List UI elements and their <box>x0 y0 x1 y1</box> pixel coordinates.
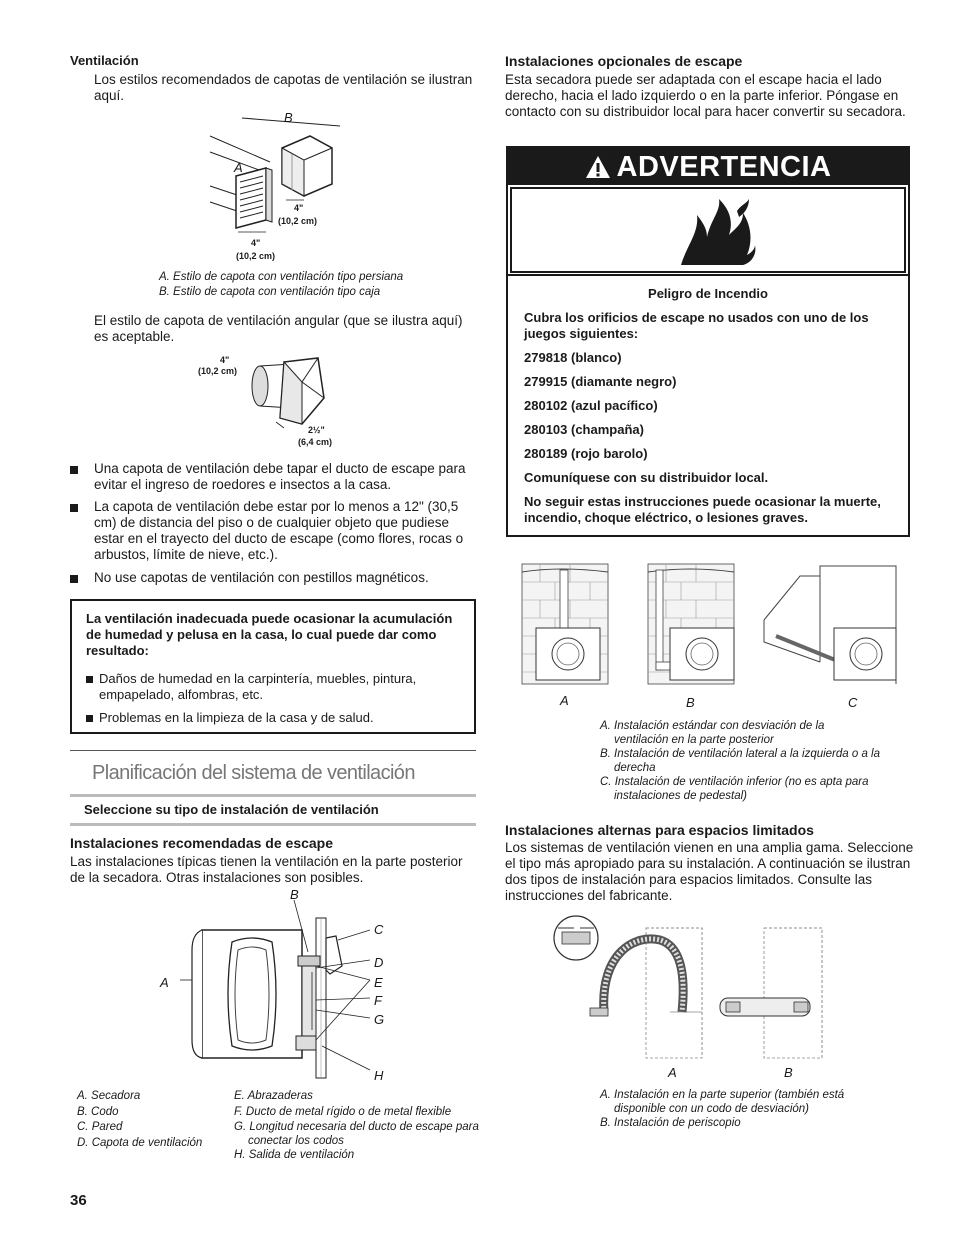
angular-hood-drawing <box>240 352 340 437</box>
fig5-caption: A. Instalación en la parte superior (también está disponible con un codo de desviación) <box>600 1089 845 1115</box>
fig4-caption: C. Instalación de ventilación inferior (no es apta para instalaciones de pedestal) <box>600 776 869 802</box>
install-a <box>522 564 608 684</box>
fig1-dim2-in: 4" <box>251 238 261 248</box>
install-top <box>554 916 702 1058</box>
alt-text: Los sistemas de ventilación vienen en una amplia gama. Seleccione el tipo más apropiado para su instalación. A continuación se ilustran dos tipos de instalación para espacios limitados. Consulte las instrucciones del fabricante. <box>505 840 914 903</box>
list-item <box>70 461 480 493</box>
warning-header <box>508 148 908 185</box>
warning-line: 279915 (diamante negro) <box>524 374 677 389</box>
fig3-label-c: C <box>374 922 384 937</box>
section-rule-bottom <box>70 823 476 826</box>
note-item: Problemas en la limpieza de la casa y de salud. <box>99 710 374 725</box>
bullet-square-icon <box>86 715 93 722</box>
warning-line: 280189 (rojo barolo) <box>524 446 648 461</box>
warning-line: No seguir estas instrucciones puede ocasionar la muerte, incendio, choque eléctrico, o lesiones graves. <box>524 494 881 525</box>
fig4-label-a: A <box>560 693 569 708</box>
page-number: 36 <box>70 1192 87 1209</box>
bullet-text: La capota de ventilación debe estar por lo menos a 12" (30,5 cm) de distancia del piso o de cualquier objeto que pudiese estar en el trayecto del ducto de escape (como flores, rocas o arbustos, límite de nieve, etc.). <box>94 499 464 562</box>
bullet-square-icon <box>86 676 93 683</box>
ventilacion-text: Los estilos recomendados de capotas de ventilación se ilustran aquí. <box>94 72 473 103</box>
list-item <box>86 710 460 726</box>
fig3-label-a: A <box>160 975 169 990</box>
install-b <box>648 564 734 684</box>
bullet-text: Una capota de ventilación debe tapar el ducto de escape para evitar el ingreso de roedores e insectos a la casa. <box>94 461 466 492</box>
fig3-caption: B. Codo <box>77 1106 119 1118</box>
fig4-label-c: C <box>848 695 858 710</box>
ventilacion-heading: Ventilación <box>70 53 139 68</box>
fig1-dim1-cm: (10,2 cm) <box>278 216 318 226</box>
warning-body <box>508 274 908 544</box>
list-item <box>70 570 480 586</box>
install-periscope <box>720 928 822 1058</box>
limited-space-figure <box>550 912 880 1062</box>
fig3-label-d: D <box>374 955 384 970</box>
fire-symbol-panel <box>510 187 906 273</box>
fig2-dim1-cm: (10,2 cm) <box>198 366 238 376</box>
optional-exhaust-heading: Instalaciones opcionales de escape <box>505 53 743 69</box>
fig2-dim2-cm: (6,4 cm) <box>298 437 333 447</box>
alt-heading: Instalaciones alternas para espacios limitados <box>505 822 814 838</box>
fig5-caption: B. Instalación de periscopio <box>600 1117 741 1129</box>
fig5-label-b: B <box>784 1065 793 1080</box>
fig1-caption-b: B. Estilo de capota con ventilación tipo caja <box>159 286 381 298</box>
fig3-label-h: H <box>374 1068 384 1083</box>
fig1-caption-a: A. Estilo de capota con ventilación tipo persiana <box>159 271 404 283</box>
vent-hoods-drawing <box>200 108 360 268</box>
bullet-text: No use capotas de ventilación con pestillos magnéticos. <box>94 570 429 585</box>
vent-hoods-figure <box>200 108 360 268</box>
section-rule-mid <box>70 794 476 797</box>
subsection-title: Seleccione su tipo de instalación de ventilación <box>84 802 379 817</box>
warning-hazard: Peligro de Incendio <box>648 286 768 301</box>
note-item: Daños de humedad en la carpintería, muebles, pintura, empapelado, alfombras, etc. <box>99 671 417 702</box>
recom-text: Las instalaciones típicas tienen la ventilación en la parte posterior de la secadora. Otras instalaciones son posibles. <box>70 854 463 885</box>
fig3-caption: F. Ducto de metal rígido o de metal flexible <box>234 1106 452 1118</box>
exhaust-options-figure <box>520 562 900 687</box>
bullet-square-icon <box>70 575 78 583</box>
fig1-dim1-in: 4" <box>294 203 304 213</box>
warning-line: 280102 (azul pacífico) <box>524 398 658 413</box>
fig3-label-g: G <box>374 1012 385 1027</box>
ventilation-warning-note <box>70 599 476 734</box>
warning-triangle-icon <box>585 155 611 179</box>
bullet-square-icon <box>70 466 78 474</box>
angular-hood-figure <box>240 352 340 437</box>
fig1-label-a: A <box>234 160 243 175</box>
fig4-caption: B. Instalación de ventilación lateral a la izquierda o a la derecha <box>600 748 881 774</box>
fig3-caption: C. Pared <box>77 1121 123 1133</box>
warning-line: Comuníquese con su distribuidor local. <box>524 470 769 485</box>
warning-line: 279818 (blanco) <box>524 350 622 365</box>
fig2-dim2-in: 2½" <box>308 425 325 435</box>
fig3-caption: A. Secadora <box>77 1090 141 1102</box>
fig1-dim2-cm: (10,2 cm) <box>236 251 276 261</box>
section-title: Planificación del sistema de ventilación <box>92 762 415 784</box>
fire-warning-box <box>506 146 910 537</box>
fig2-dim1-in: 4" <box>220 355 230 365</box>
fig3-caption: E. Abrazaderas <box>234 1090 313 1102</box>
fig3-label-b: B <box>290 887 299 902</box>
fig3-caption: G. Longitud necesaria del ducto de escape para conectar los codos <box>234 1121 479 1147</box>
exhaust-options-drawing <box>520 562 900 687</box>
warning-title: ADVERTENCIA <box>616 150 832 183</box>
note-heading: La ventilación inadecuada puede ocasionar la acumulación de humedad y pelusa en la casa, lo cual puede dar como resultado: <box>86 611 453 658</box>
dryer-vent-figure <box>170 890 390 1085</box>
fig4-caption: A. Instalación estándar con desviación de la ventilación en la parte posterior <box>600 720 825 746</box>
fig3-label-f: F <box>374 993 382 1008</box>
fire-flame-icon <box>677 197 757 267</box>
list-item <box>86 671 460 703</box>
fig3-caption: D. Capota de ventilación <box>77 1137 203 1149</box>
dryer-vent-drawing <box>170 890 390 1085</box>
fig4-label-b: B <box>686 695 695 710</box>
warning-line: 280103 (champaña) <box>524 422 644 437</box>
install-c <box>764 566 896 684</box>
fig3-label-e: E <box>374 975 383 990</box>
bullet-square-icon <box>70 504 78 512</box>
fig1-label-b: B <box>284 110 293 125</box>
limited-space-drawing <box>550 912 880 1062</box>
optional-exhaust-text: Esta secadora puede ser adaptada con el escape hacia el lado derecho, hacia el lado izquierdo o en la parte inferior. Póngase en contacto con su distribuidor local para hacer convertir su secadora. <box>505 72 906 119</box>
recom-heading: Instalaciones recomendadas de escape <box>70 835 334 851</box>
fig3-caption: H. Salida de ventilación <box>234 1149 355 1161</box>
fig5-label-a: A <box>668 1065 677 1080</box>
list-item <box>70 499 480 563</box>
warning-line: Cubra los orificios de escape no usados con uno de los juegos siguientes: <box>524 310 869 341</box>
section-rule-top <box>70 750 476 751</box>
angular-hood-text: El estilo de capota de ventilación angular (que se ilustra aquí) es aceptable. <box>94 313 463 344</box>
